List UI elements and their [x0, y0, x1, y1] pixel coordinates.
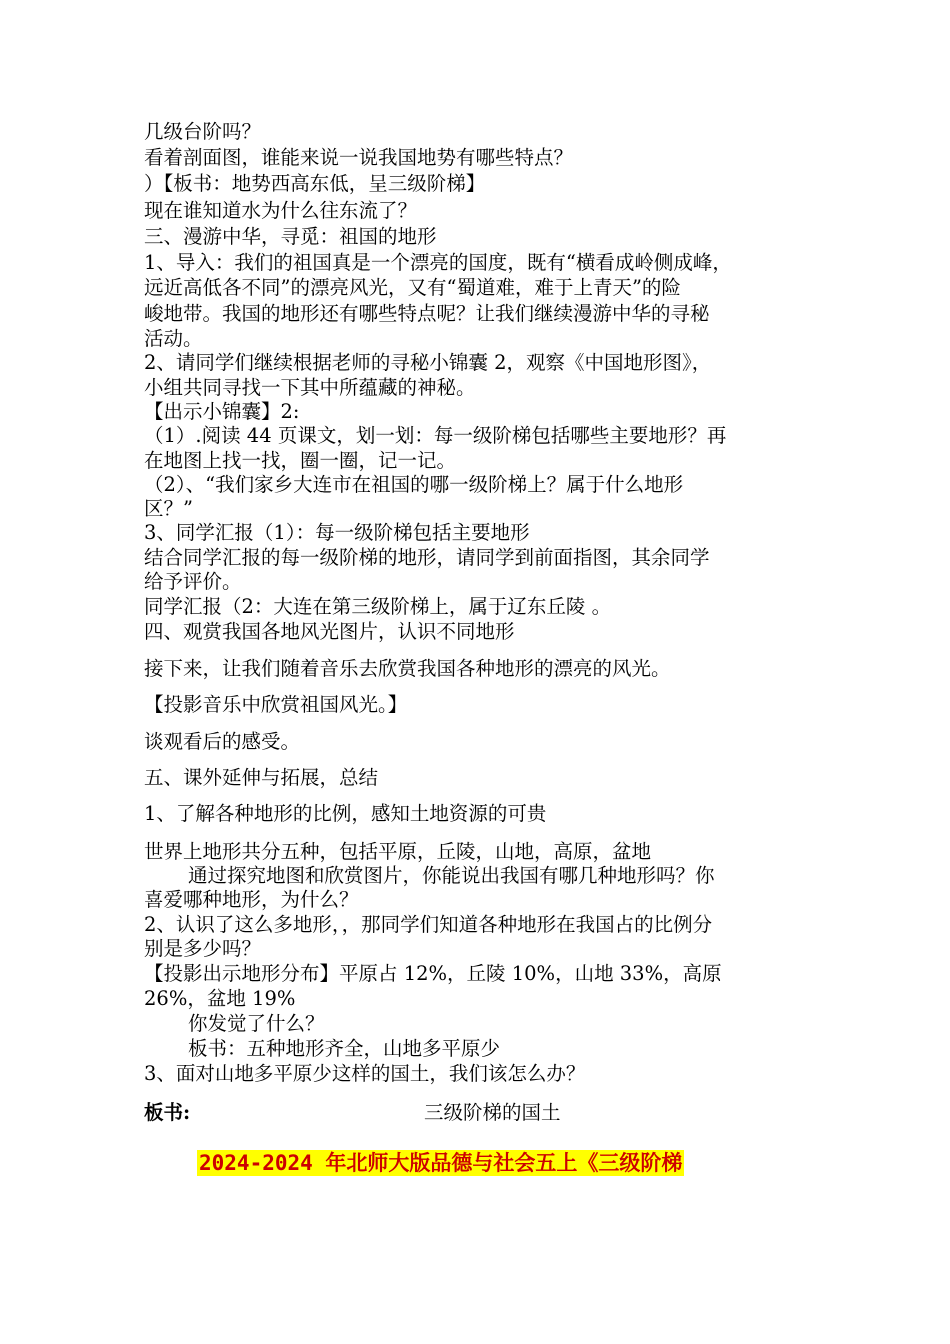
text-line: 结合同学汇报的每一级阶梯的地形，请同学到前面指图，其余同学 [144, 546, 710, 569]
text-line: 活动。 [144, 327, 203, 350]
text-line: 世界上地形共分五种，包括平原，丘陵，山地，高原，盆地 [144, 840, 652, 863]
text-line: 峻地带。我国的地形还有哪些特点呢？让我们继续漫游中华的寻秘 [144, 302, 710, 325]
text-line: 几级台阶吗？ [144, 120, 262, 143]
board-label: 板书: [144, 1101, 191, 1124]
text-line: （1）.阅读 44 页课文，划一划：每一级阶梯包括哪些主要地形？再 [144, 424, 727, 447]
text-line: 看着剖面图，谁能来说一说我国地势有哪些特点？ [144, 146, 574, 169]
text-line: 板书：五种地形齐全，山地多平原少 [188, 1037, 501, 1060]
text-line: 3、同学汇报（1）：每一级阶梯包括主要地形 [144, 521, 530, 544]
text-line: 同学汇报（2：大连在第三级阶梯上，属于辽东丘陵 。 [144, 595, 612, 618]
text-line: 2、认识了这么多地形，，那同学们知道各种地形在我国占的比例分 [144, 913, 713, 936]
text-line: 3、面对山地多平原少这样的国土，我们该怎么办？ [144, 1062, 586, 1085]
text-line: 【投影出示地形分布】平原占 12%，丘陵 10%，山地 33%，高原 [144, 962, 722, 985]
text-line: 26%，盆地 19% [144, 987, 296, 1010]
text-line: 谈观看后的感受。 [144, 730, 301, 753]
text-line: 喜爱哪种地形，为什么？ [144, 888, 359, 911]
text-line: 远近高低各不同”的漂亮风光，又有“蜀道难，难于上青天”的险 [144, 276, 681, 299]
text-line: 通过探究地图和欣赏图片，你能说出我国有哪几种地形吗？你 [188, 864, 715, 887]
board-text: 三级阶梯的国土 [424, 1101, 561, 1124]
text-line: （2）、“我们家乡大连市在祖国的哪一级阶梯上？属于什么地形 [144, 473, 684, 496]
section-heading: 四、观赏我国各地风光图片，认识不同地形 [144, 620, 515, 643]
text-line: 2、请同学们继续根据老师的寻秘小锦囊 2，观察《中国地形图》， [144, 351, 712, 374]
text-line: 别是多少吗？ [144, 937, 262, 960]
section-heading: 三、漫游中华，寻觅：祖国的地形 [144, 225, 437, 248]
text-line: 1、了解各种地形的比例，感知土地资源的可贵 [144, 802, 547, 825]
section-heading: 五、课外延伸与拓展，总结 [144, 766, 379, 789]
text-line: 你发觉了什么？ [188, 1012, 325, 1035]
text-line: 现在谁知道水为什么往东流了？ [144, 199, 418, 222]
text-line: 小组共同寻找一下其中所蕴藏的神秘。 [144, 376, 476, 399]
text-line: 给予评价。 [144, 570, 242, 593]
text-line: 【投影音乐中欣赏祖国风光。】 [144, 693, 408, 716]
text-line: 在地图上找一找，圈一圈，记一记。 [144, 449, 457, 472]
text-line: 【出示小锦囊】2: [144, 400, 300, 423]
text-line: 1、导入：我们的祖国真是一个漂亮的国度，既有“横看成岭侧成峰， [144, 251, 732, 274]
text-line: 区？” [144, 497, 193, 520]
text-line: ）【板书：地势西高东低，呈三级阶梯】 [144, 172, 486, 195]
text-line: 接下来，让我们随着音乐去欣赏我国各种地形的漂亮的风光。 [144, 657, 671, 680]
footer-title: 2024-2024 年北师大版品德与社会五上《三级阶梯 [199, 1151, 683, 1175]
